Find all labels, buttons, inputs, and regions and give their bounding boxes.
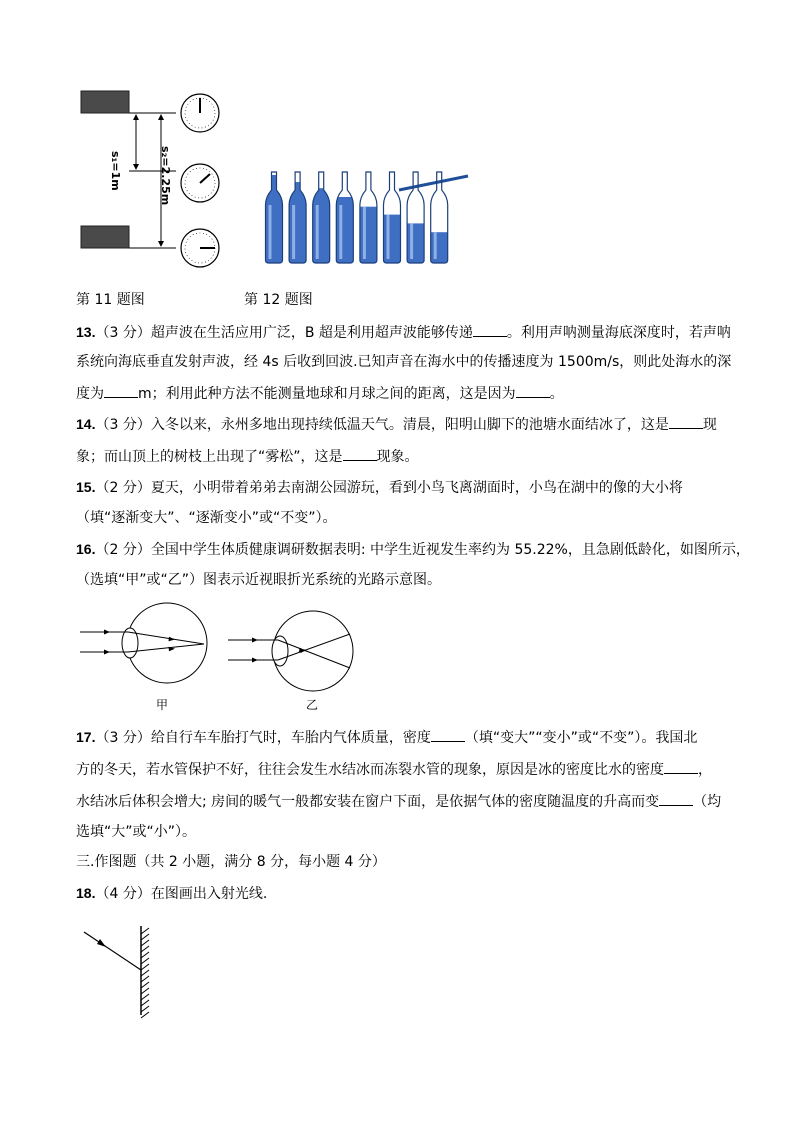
mirror-hatching [141,928,149,1018]
label-yi: 乙 [306,698,319,712]
bottle [335,172,354,264]
q18-line1: 18.（4 分）在图画出入射光线. [76,885,268,902]
q14-line2: 象；而山顶上的树枝上出现了“雾松”，这是 现象。 [76,446,419,467]
q17-blank-3[interactable] [659,791,693,806]
reflected-ray [84,932,141,970]
q14-blank-1[interactable] [669,414,703,429]
q17-line3: 水结冰后体积会增大; 房间的暖气一般都安装在窗户下面，是依据气体的密度随温度的升高而变 （均 [76,791,721,812]
s1-label: s₁=1m [109,151,122,191]
q16-line2: （选填“甲”或“乙”）图表示近视眼折光系统的光路示意图。 [76,572,442,588]
bottle [312,172,331,264]
q13-blank-3[interactable] [516,383,550,398]
bottle [359,172,378,264]
q17-blank-1[interactable] [431,727,465,742]
q17-line2: 方的冬天，若水管保护不好，往往会发生水结冰而冻裂水管的现象，原因是冰的密度比水的密度 ， [76,759,712,780]
q16-line1: 16.（2 分）全国中学生体质健康调研数据表明: 中学生近视发生率约为 55.22%，且急剧低龄化，如图所示， [76,541,750,558]
object-top [81,91,129,113]
bottle [265,172,284,264]
q18-number: 18. [76,885,96,901]
q17-number: 17. [76,729,96,745]
q13-line3: 度为 m；利用此种方法不能测量地球和月球之间的距离，这是因为 。 [76,383,564,404]
stopwatch-icon [181,164,219,202]
stopwatch-icon [181,229,219,267]
bottle [383,172,402,264]
q13-blank-1[interactable] [473,322,507,337]
q15-line2: （填“逐渐变大”、“逐渐变小”或“不变”）。 [76,510,337,526]
striking-stick [399,176,468,190]
q17-line4: 选填“大”或“小”）。 [76,824,197,840]
figure-12 [262,170,477,270]
q17-blank-2[interactable] [664,759,698,774]
q15-line1: 15.（2 分）夏天，小明带着弟弟去南湖公园游玩，看到小鸟飞离湖面时，小鸟在湖中的像的大小将 [76,479,683,496]
q15-number: 15. [76,479,96,495]
q14-number: 14. [76,416,96,432]
q13-number: 13. [76,324,96,340]
q13-line2: 系统向海底垂直发射声波，经 4s 后收到回波.已知声音在海水中的传播速度为 1500m/s，则此处海水的深 [76,354,732,370]
q17-line1: 17.（3 分）给自行车车胎打气时，车胎内气体质量，密度 （填“变大”“变小”或“不变”）。我国北 [76,729,698,746]
figure-11 [76,85,236,275]
q16-number: 16. [76,541,96,557]
bottle [430,172,449,264]
figure-12-caption: 第 12 题图 [244,292,313,308]
section-3-title: 三.作图题（共 2 小题，满分 8 分，每小题 4 分） [76,854,386,870]
q13-blank-2[interactable] [104,383,138,398]
stopwatch-icon [181,94,219,132]
label-jia: 甲 [156,698,169,712]
bottle [288,172,307,264]
q14-line1: 14.（3 分）入冬以来，永州多地出现持续低温天气。清晨，阳明山脚下的池塘水面结冰了，这是 现 [76,416,717,433]
eye-diagram-jia [80,600,220,695]
q14-blank-2[interactable] [343,446,377,461]
s2-label: s₂=2.25m [159,146,172,206]
q13-line1: 13.（3 分）超声波在生活应用广泛，B 超是利用超声波能够传递 。利用声呐测量海底深度时，若声呐 [76,324,731,341]
mirror-figure [80,920,160,1020]
eye-diagram-yi [228,608,358,698]
object-bottom [81,226,129,248]
figure-11-caption: 第 11 题图 [76,292,145,308]
